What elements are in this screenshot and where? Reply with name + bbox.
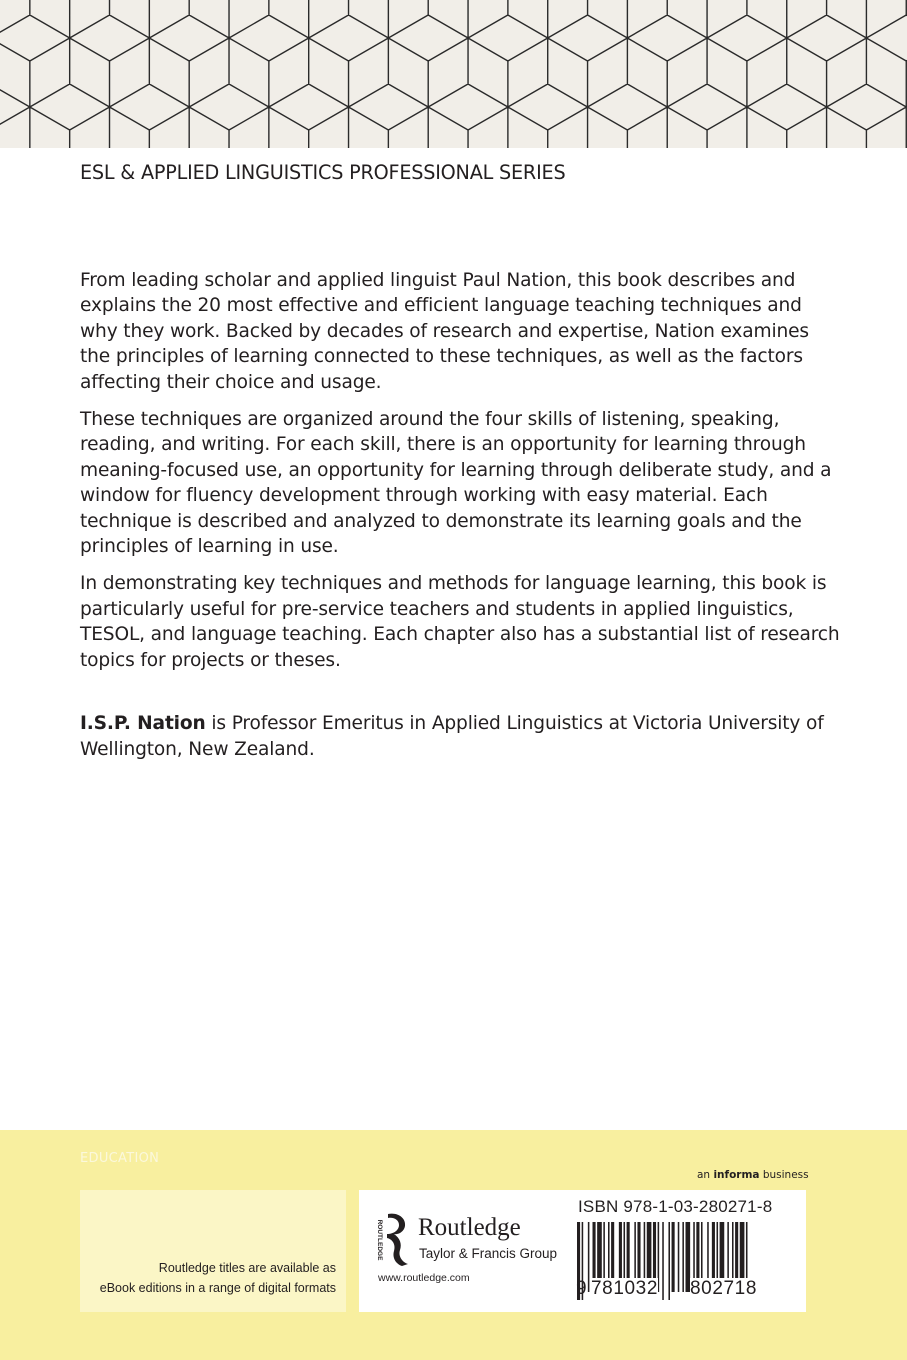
ebook-notice-box <box>80 1190 346 1312</box>
barcode-bar <box>682 1222 684 1292</box>
author-bio <box>80 711 840 762</box>
back-cover-blurb <box>80 268 840 774</box>
informa-brand: informa <box>713 1169 760 1181</box>
ebook-line-2: eBook editions in a range of digital formats <box>99 1281 336 1295</box>
barcode-bar <box>678 1222 680 1292</box>
ebook-notice <box>100 1258 336 1298</box>
logo-vertical-text: ROUTLEDGE <box>376 1219 383 1261</box>
publisher-url[interactable]: www.routledge.com <box>378 1272 470 1284</box>
series-title: ESL & APPLIED LINGUISTICS PROFESSIONAL SERIES <box>80 161 566 184</box>
subject-label: EDUCATION <box>80 1151 160 1166</box>
blurb-paragraph-3: In demonstrating key techniques and methods for language learning, this book is particularly useful for pre-service teachers and students in applied linguistics, TESOL, and language teaching. Each chapter also has a substantial list of research topics for projects or theses. <box>80 573 840 671</box>
barcode-bar <box>668 1222 670 1300</box>
barcode-bar <box>672 1222 675 1292</box>
barcode-first-digit: 9 <box>576 1278 588 1299</box>
decorative-pattern-header <box>0 0 907 148</box>
pattern-lines <box>0 0 907 148</box>
author-name: I.S.P. Nation <box>80 713 206 735</box>
publisher-name: Routledge <box>418 1214 521 1241</box>
blurb-paragraph-2: These techniques are organized around the four skills of listening, speaking, reading, and writing. For each skill, there is an opportunity for learning through meaning-focused use, an opportunity for learning through deliberate study, and a window for fluency development through working with easy material. Each technique is described and analyzed to demonstrate its learning goals and the principles of learning in use. <box>80 409 832 558</box>
barcode-left-digits: 781032 <box>591 1278 659 1299</box>
routledge-logo-icon <box>372 1210 414 1270</box>
informa-prefix: an <box>697 1169 714 1181</box>
ebook-line-1: Routledge titles are available as <box>158 1261 336 1275</box>
author-bio-text: is Professor Emeritus in Applied Linguistics at Victoria University of Wellington, New Zealand. <box>80 713 824 760</box>
informa-suffix: business <box>759 1169 809 1181</box>
logo-profile-shape <box>387 1214 408 1266</box>
publisher-group: Taylor & Francis Group <box>419 1246 558 1261</box>
isbn-label: ISBN 978-1-03-280271-8 <box>578 1197 773 1216</box>
barcode-right-digits: 802718 <box>690 1278 758 1299</box>
informa-business-tag <box>697 1169 809 1181</box>
barcode-bar <box>662 1222 664 1300</box>
barcode-bar <box>588 1222 590 1292</box>
blurb-paragraph-1: From leading scholar and applied linguist Paul Nation, this book describes and explains the 20 most effective and efficient language teaching techniques and why they work. Backed by decades of research and expertise, Nation examines the principles of learning connected to these techniques, as well as the factors affecting their choice and usage. <box>80 270 809 393</box>
cube-line-pattern <box>0 0 907 148</box>
